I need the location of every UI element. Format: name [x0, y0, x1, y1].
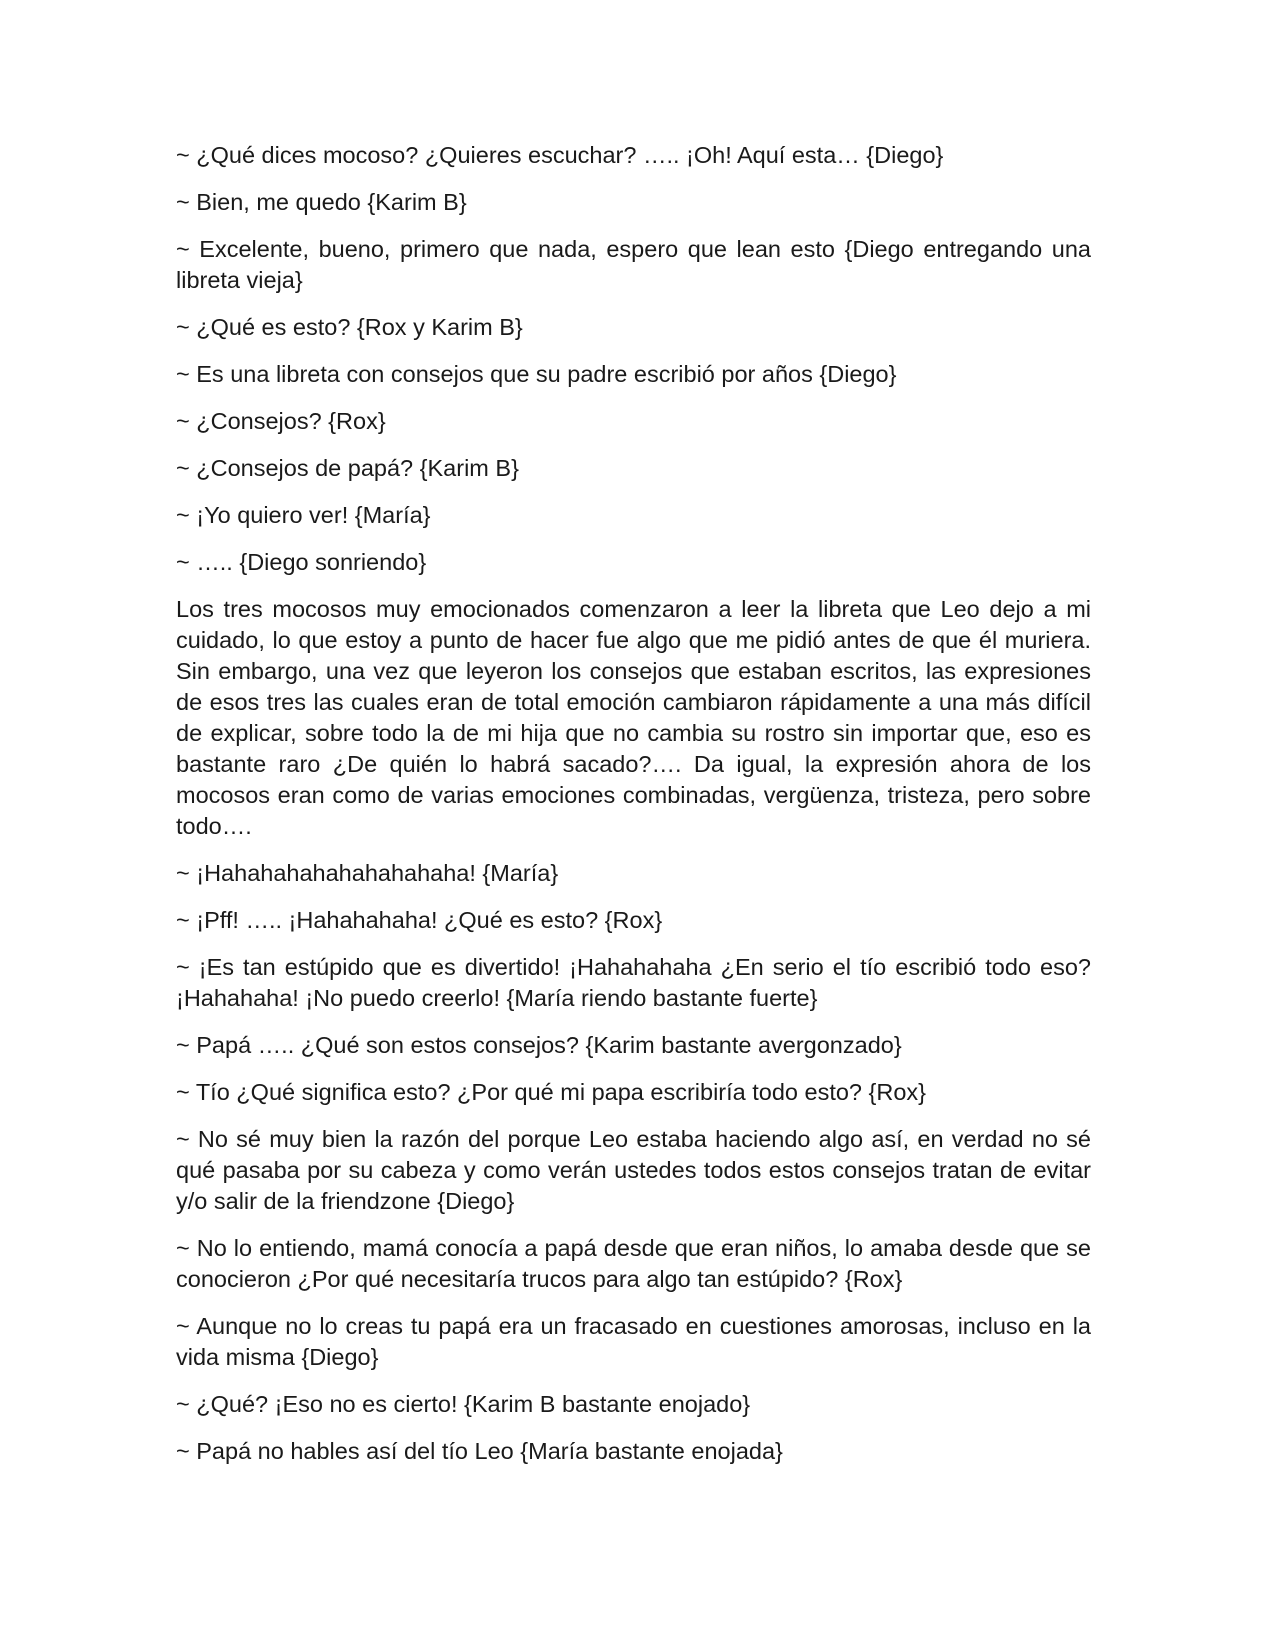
- dialogue-line: ~ ¿Qué es esto? {Rox y Karim B}: [176, 314, 523, 340]
- dialogue-line: ~ Papá no hables así del tío Leo {María bastante enojada}: [176, 1438, 783, 1464]
- dialogue-line: ~ ¿Qué? ¡Eso no es cierto! {Karim B bastante enojado}: [176, 1391, 751, 1417]
- dialogue-line: ~ ¡Pff! ….. ¡Hahahahaha! ¿Qué es esto? {Rox}: [176, 907, 663, 933]
- dialogue-line: ~ Papá ….. ¿Qué son estos consejos? {Karim bastante avergonzado}: [176, 1032, 902, 1058]
- dialogue-line: ~ ….. {Diego sonriendo}: [176, 549, 427, 575]
- dialogue-line: ~ ¡Es tan estúpido que es divertido! ¡Hahahahaha ¿En serio el tío escribió todo eso? ¡Hahahaha! ¡No puedo creerlo! {María riendo bastante fuerte}: [176, 954, 1091, 1011]
- dialogue-line: ~ Aunque no lo creas tu papá era un fracasado en cuestiones amorosas, incluso en la vida misma {Diego}: [176, 1313, 1091, 1370]
- dialogue-line: ~ Tío ¿Qué significa esto? ¿Por qué mi papa escribiría todo esto? {Rox}: [176, 1079, 927, 1105]
- dialogue-line: ~ No lo entiendo, mamá conocía a papá desde que eran niños, lo amaba desde que se conocieron ¿Por qué necesitaría trucos para algo tan estúpido? {Rox}: [176, 1235, 1091, 1292]
- narration-paragraph: Los tres mocosos muy emocionados comenzaron a leer la libreta que Leo dejo a mi cuidado, lo que estoy a punto de hacer fue algo que me pidió antes de que él muriera. Sin embargo, una vez que leyeron los consejos que estaban escritos, las expresiones de esos tres las cuales eran de total emoción cambiaron rápidamente a una más difícil de explicar, sobre todo la de mi hija que no cambia su rostro sin importar que, eso es bastante raro ¿De quién lo habrá sacado?…. Da igual, la expresión ahora de los mocosos eran como de varias emociones combinadas, vergüenza, tristeza, pero sobre todo….: [176, 596, 1091, 839]
- dialogue-line: ~ Excelente, bueno, primero que nada, espero que lean esto {Diego entregando una libreta vieja}: [176, 236, 1091, 293]
- dialogue-line: ~ ¿Qué dices mocoso? ¿Quieres escuchar? ….. ¡Oh! Aquí esta… {Diego}: [176, 142, 944, 168]
- dialogue-line: ~ ¡Hahahahahahahahahaha! {María}: [176, 860, 559, 886]
- dialogue-line: ~ ¿Consejos? {Rox}: [176, 408, 386, 434]
- dialogue-line: ~ ¿Consejos de papá? {Karim B}: [176, 455, 519, 481]
- dialogue-line: ~ ¡Yo quiero ver! {María}: [176, 502, 431, 528]
- dialogue-line: ~ Es una libreta con consejos que su padre escribió por años {Diego}: [176, 361, 897, 387]
- dialogue-line: ~ Bien, me quedo {Karim B}: [176, 189, 467, 215]
- document-body: [176, 140, 1091, 1483]
- dialogue-line: ~ No sé muy bien la razón del porque Leo estaba haciendo algo así, en verdad no sé qué pasaba por su cabeza y como verán ustedes todos estos consejos tratan de evitar y/o salir de la friendzone {Diego}: [176, 1126, 1091, 1214]
